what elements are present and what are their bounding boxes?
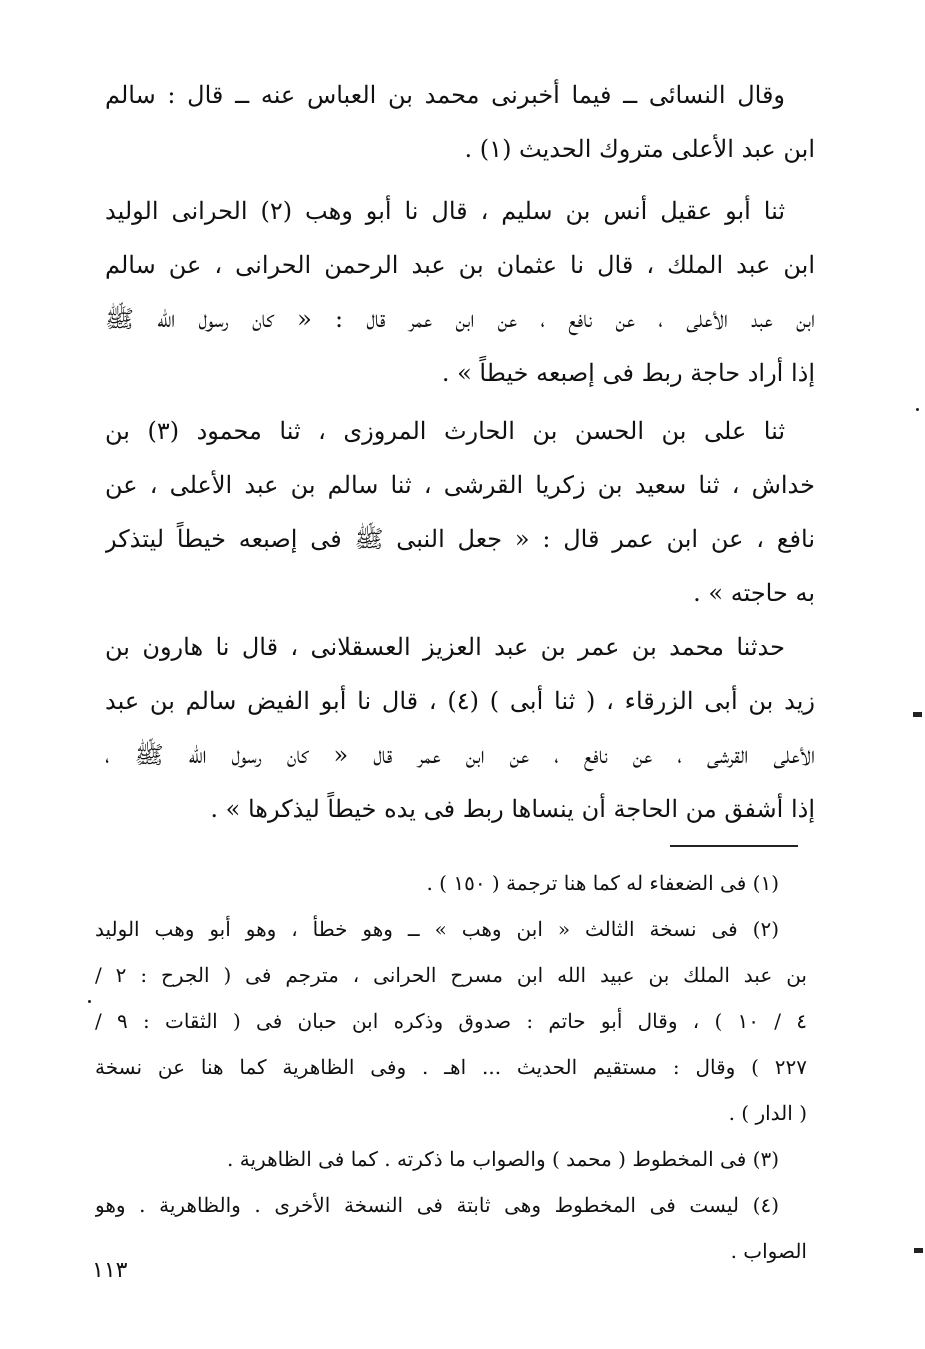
text-line: ابن عبد الأعلى ، عن نافع ، عن ابن عمر قال : « كان رسول الله ﷺ — [105, 305, 815, 333]
text-line: ثنا أبو عقيل أنس بن سليم ، قال نا أبو وهب (٢) الحرانى الوليد — [105, 197, 785, 225]
footnotes — [95, 860, 807, 1274]
scan-speck — [914, 1248, 923, 1253]
text-line: إذا أراد حاجة ربط فى إصبعه خيطاً » . — [441, 359, 815, 387]
footnote-divider — [670, 845, 798, 847]
text-line: نافع ، عن ابن عمر قال : « جعل النبى ﷺ فى إصبعه خيطاً ليتذكر — [105, 525, 815, 553]
scan-speck — [913, 712, 922, 717]
paragraph-3 — [105, 404, 815, 620]
footnote-line: ( الدار ) . — [728, 1101, 807, 1125]
paragraph-2 — [105, 184, 815, 400]
footnote-line: الصواب . — [730, 1239, 807, 1263]
footnote-line: بن عبد الملك بن عبيد الله ابن مسرح الحرانى ، مترجم فى ( الجرح : ٢ / — [95, 963, 807, 987]
text-line: وقال النسائى ــ فيما أخبرنى محمد بن العباس عنه ــ قال : سالم — [105, 81, 785, 109]
text-line: حدثنا محمد بن عمر بن عبد العزيز العسقلانى ، قال نا هارون بن — [105, 633, 785, 661]
paragraph-1 — [105, 68, 815, 176]
footnote-line: ٤ / ١٠ ) ، وقال أبو حاتم : صدوق وذكره ابن حبان فى ( الثقات : ٩ / — [95, 1009, 807, 1033]
footnote-4: (٤) ليست فى المخطوط وهى ثابتة فى النسخة الأخرى . والظاهرية . وهو — [95, 1193, 779, 1217]
footnote-2: (٢) فى نسخة الثالث « ابن وهب » ــ وهو خطأ ، وهو أبو وهب الوليد — [95, 917, 779, 941]
footnote-line: ٢٢٧ ) وقال : مستقيم الحديث ... اهـ . وفى الظاهرية كما هنا عن نسخة — [95, 1055, 807, 1079]
footnote-1: (١) فى الضعفاء له كما هنا ترجمة ( ١٥٠ ) . — [426, 871, 779, 895]
paragraph-4 — [105, 620, 815, 836]
scan-speck — [88, 1000, 91, 1003]
text-line: الأعلى القرشى ، عن نافع ، عن ابن عمر قال « كان رسول الله ﷺ ، — [105, 741, 815, 769]
text-line: ابن عبد الأعلى متروك الحديث (١) . — [464, 135, 815, 163]
text-line: زيد بن أبى الزرقاء ، ( ثنا أبى ) (٤) ، قال نا أبو الفيض سالم بن عبد — [105, 687, 815, 715]
text-line: ثنا على بن الحسن بن الحارث المروزى ، ثنا محمود (٣) بن — [105, 417, 785, 445]
footnote-3: (٣) فى المخطوط ( محمد ) والصواب ما ذكرته . كما فى الظاهرية . — [227, 1147, 779, 1171]
text-line: ابن عبد الملك ، قال نا عثمان بن عبد الرحمن الحرانى ، عن سالم — [105, 251, 815, 279]
text-line: به حاجته » . — [693, 579, 815, 607]
text-line: خداش ، ثنا سعيد بن زكريا القرشى ، ثنا سالم بن عبد الأعلى ، عن — [105, 471, 815, 499]
text-line: إذا أشفق من الحاجة أن ينساها ربط فى يده خيطاً ليذكرها » . — [210, 795, 815, 823]
page-number: ١١٣ — [92, 1258, 128, 1283]
scan-speck — [916, 408, 919, 411]
